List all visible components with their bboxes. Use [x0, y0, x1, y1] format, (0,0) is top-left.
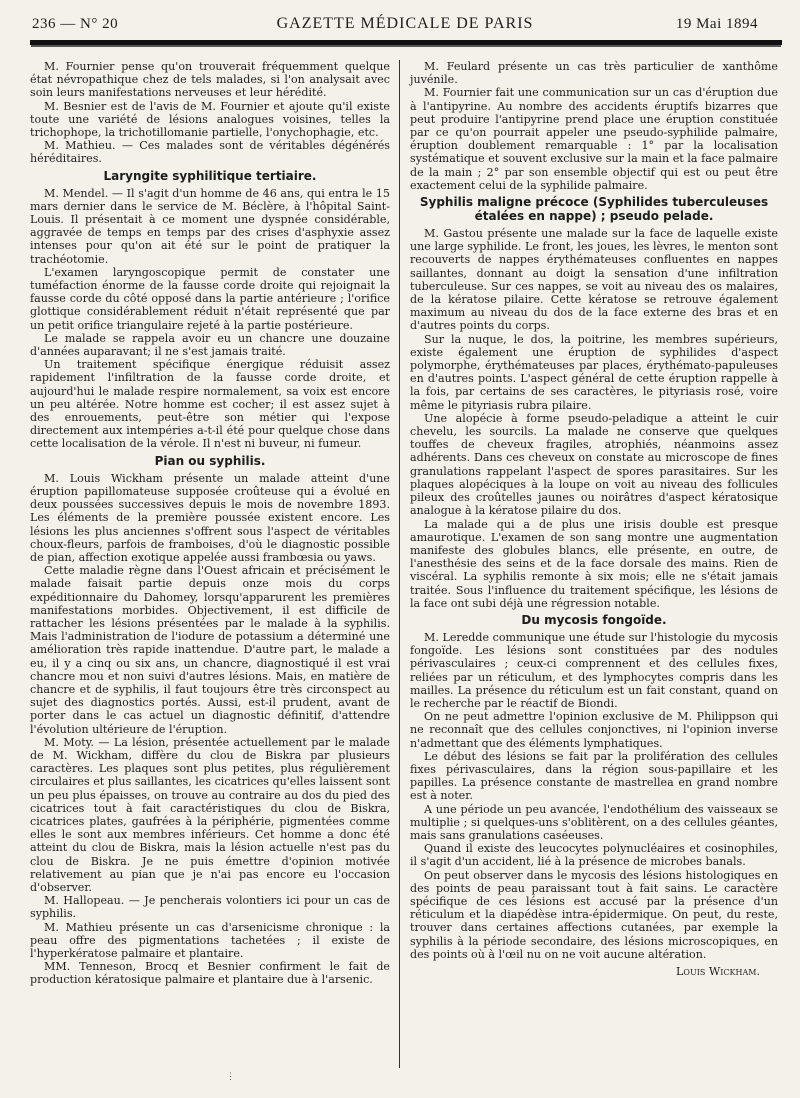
paragraph: Un traitement spécifique énergique réduisit assez rapidement l'infiltration de la fausse corde droite, et aujourd'hui le malade respire normalement, sa voix est encore un peu altérée. Notre homme est cocher; il est assez sujet à des enrouements, peut-être son métier qui l'expose directement aux intempéries a-t-il été pour quelque chose dans cette localisation de la vérole. Il n'est ni buveur, ni fumeur. [30, 358, 390, 451]
footer-mark: ⋮ [226, 1072, 235, 1082]
paragraph: M. Leredde communique une étude sur l'histologie du mycosis fongoïde. Les lésions sont constituées par des nodules périvasculaires ; ceux-ci comprennent et des cellules fixes, reliées par un réticulum, et des lymphocytes compris dans les mailles. La présence du réticulum est un fait constant, quand on le recherche par le réactif de Biondi. [410, 630, 778, 710]
page-number: 236 — N° 20 [32, 16, 119, 32]
paragraph: M. Feulard présente un cas très particulier de xanthôme juvénile. [410, 60, 778, 87]
paragraph: M. Gastou présente une malade sur la face de laquelle existe une large syphilide. Le front, les joues, les lèvres, le menton sont recouverts de nappes érythémateuses confluentes en nappes saillantes, donnant au doigt la sensation d'une infiltration tuberculeuse. Sur ces nappes, se voit au niveau des os malaires, de la kératose pilaire. Cette kératose se retrouve également maximum au niveau du dos de la face externe des bras et en d'autres points du corps. [410, 227, 778, 333]
paragraph: On peut observer dans le mycosis des lésions histologiques en des points de peau paraissant tout à fait sains. Le caractère spécifique de ces lésions est accusé par la présence d'un réticulum et la diapédèse intra-épidermique. On peut, du reste, trouver dans certaines affections cutanées, par exemple la syphilis à la période secondaire, des lésions microscopiques, en des points où à l'œil nu on ne voit aucune altération. [410, 868, 778, 961]
paragraph: L'examen laryngoscopique permit de constater une tuméfaction énorme de la fausse corde droite qui rejoignait la fausse corde du côté opposé dans la partie antérieure ; l'orifice glottique considérablement réduit n'était représenté que par un petit orifice triangulaire rejeté à la partie postérieure. [30, 265, 390, 332]
paragraph: Sur la nuque, le dos, la poitrine, les membres supérieurs, existe également une éruption de syphilides d'aspect polymorphe, érythémateuses par places, érythémato-papuleuses en d'autres points. L'aspect général de cette éruption rappelle à la fois, par certains de ses caractères, le pityriasis rosé, voire même le pityriasis rubra pilaire. [410, 332, 778, 412]
paragraph: M. Hallopeau. — Je pencherais volontiers ici pour un cas de syphilis. [30, 894, 390, 921]
page-header [30, 14, 780, 36]
paragraph: M. Moty. — La lésion, présentée actuellement par le malade de M. Wickham, diffère du clou de Biskra par plusieurs caractères. Les plaques sont plus petites, plus régulièrement circulaires et plus saillantes, les cicatrices qu'elles laissent sont un peu plus épaisses, on trouve au contraire au dos du pied des cicatrices tout à fait caractéristiques du clou de Biskra, cicatrices plates, gaufrées à la périphérie, pigmentées comme elles le sont aux membres inférieurs. Cet homme a donc été atteint du clou de Biskra, mais la lésion actuelle n'est pas du clou de Biskra. Je ne puis émettre d'opinion motivée relativement au pian que je n'ai pas encore eu l'occasion d'observer. [30, 735, 390, 894]
section-heading: Pian ou syphilis. [154, 453, 266, 468]
paragraph: M. Mendel. — Il s'agit d'un homme de 46 ans, qui entra le 15 mars dernier dans le service de M. Béclère, à l'hôpital Saint-Louis. Il présentait à ce moment une dyspnée considérable, aggravée de temps en temps par des crises d'asphyxie assez intenses pour qu'on ait été sur le point de pratiquer la trachéotomie. [30, 186, 390, 266]
author-signature: Louis Wickham. [676, 965, 760, 978]
paragraph: Une alopécie à forme pseudo-peladique a atteint le cuir chevelu, les sourcils. La malade ne conserve que quelques touffes de cheveux fragiles, atrophiés, néanmoins assez adhérents. Dans ces cheveux on constate au microscope de fines granulations rappelant l'aspect de spores parasitaires. Sur les plaques alopéciques à la loupe on voit au niveau des follicules pileux des croûtelles jaunes ou noirâtres d'aspect kératosique analogue à la kératose pilaire du dos. [410, 411, 778, 518]
paragraph: La malade qui a de plus une irisis double est presque amaurotique. L'examen de son sang montre une augmentation manifeste des globules blancs, elle présente, en outre, de l'anesthésie des seins et de la face dorsale des mains. Rien de viscéral. La syphilis remonte à six mois; elle ne s'était jamais traitée. Sous l'influence du traitement spécifique, les lésions de la face ont subi déjà une régression notable. [410, 517, 778, 610]
paragraph: M. Fournier fait une communication sur un cas d'éruption due à l'antipyrine. Au nombre des accidents éruptifs bizarres que peut produire l'antipyrine prend place une éruption constituée par ce qu'on pourrait appeler une pseudo-syphilide palmaire, éruption doublement remarquable : 1° par la localisation systématique et souvent exclusive sur la main et la face palmaire de la main ; 2° par son ensemble objectif qui est ou peut être exactement celui de la syphilide palmaire. [410, 86, 778, 192]
paragraph: Le malade se rappela avoir eu un chancre une douzaine d'années auparavant; il ne s'est jamais traité. [30, 331, 390, 359]
right-column [410, 60, 778, 978]
section-heading: Du mycosis fongoïde. [521, 612, 667, 627]
paragraph: M. Mathieu. — Ces malades sont de véritables dégénérés héréditaires. [30, 139, 390, 166]
paragraph: MM. Tenneson, Brocq et Besnier confirment le fait de production kératosique palmaire et plantaire due à l'arsenic. [30, 960, 390, 987]
paragraph: M. Louis Wickham présente un malade atteint d'une éruption papillomateuse supposée croûteuse qui a évolué en deux poussées successives depuis le mois de novembre 1893. Les éléments de la première poussée existent encore. Les lésions les plus anciennes s'offrent sous l'aspect de véritables choux-fleurs, parfois de framboises, d'où le diagnostic possible de pian, affection exotique appelée aussi frambœsia ou yaws. [30, 471, 390, 564]
paragraph: Cette maladie règne dans l'Ouest africain et précisément le malade faisait partie depuis onze mois du corps expéditionnaire du Dahomey, lorsqu'apparurent les premières manifestations morbides. Objectivement, il est difficile de rattacher les lésions présentées par le malade à la syphilis. Mais l'administration de l'iodure de potassium a déterminé une amélioration très rapide inattendue. D'autre part, le malade a eu, il y a cinq ou six ans, un chancre, diagnostiqué il est vrai chancre mou et non suivi d'autres lésions. Mais, en matière de chancre et de syphilis, il faut toujours être très circonspect au sujet des diagnostics portés. Aussi, est-il prudent, avant de porter dans le cas actuel un diagnostic définitif, d'attendre l'évolution ultérieure de l'éruption. [30, 564, 390, 736]
paragraph: Quand il existe des leucocytes polynucléaires et cosinophiles, il s'agit d'un accident, lié à la présence de microbes banals. [410, 842, 778, 869]
paragraph: M. Besnier est de l'avis de M. Fournier et ajoute qu'il existe toute une variété de lésions analogues voisines, telles la trichophope, la trichotillomanie partielle, l'onychophagie, etc. [30, 99, 390, 140]
section-heading: Laryngite syphilitique tertiaire. [103, 168, 317, 183]
left-column [30, 60, 390, 987]
section-heading: Syphilis maligne précoce (Syphilides tuberculeuses étalées en nappe) ; pseudo pelade. [419, 195, 769, 224]
paragraph: On ne peut admettre l'opinion exclusive de M. Philippson qui ne reconnaît que des cellules conjonctives, ni l'opinion inverse n'admettant que des éléments lymphatiques. [410, 710, 778, 750]
paragraph: Le début des lésions se fait par la prolifération des cellules fixes périvasculaires, dans la région sous-papillaire et les papilles. La présence constante de mastrellea en grand nombre est à noter. [410, 749, 778, 803]
paragraph: M. Fournier pense qu'on trouverait fréquemment quelque état névropathique chez de tels malades, si l'on analysait avec soin leurs manifestations nerveuses et leur hérédité. [30, 60, 390, 100]
column-divider [399, 60, 400, 1068]
header-rule [30, 40, 782, 45]
paragraph: M. Mathieu présente un cas d'arsenicisme chronique : la peau offre des pigmentations tachetées ; il existe de l'hyperkératose palmaire et plantaire. [30, 920, 390, 960]
issue-date: 19 Mai 1894 [675, 16, 758, 32]
journal-title: GAZETTE MÉDICALE DE PARIS [276, 15, 534, 32]
paragraph: A une période un peu avancée, l'endothélium des vaisseaux se multiplie ; si quelques-uns s'oblitèrent, on a des cellules géantes, mais sans granulations caséeuses. [410, 802, 778, 842]
